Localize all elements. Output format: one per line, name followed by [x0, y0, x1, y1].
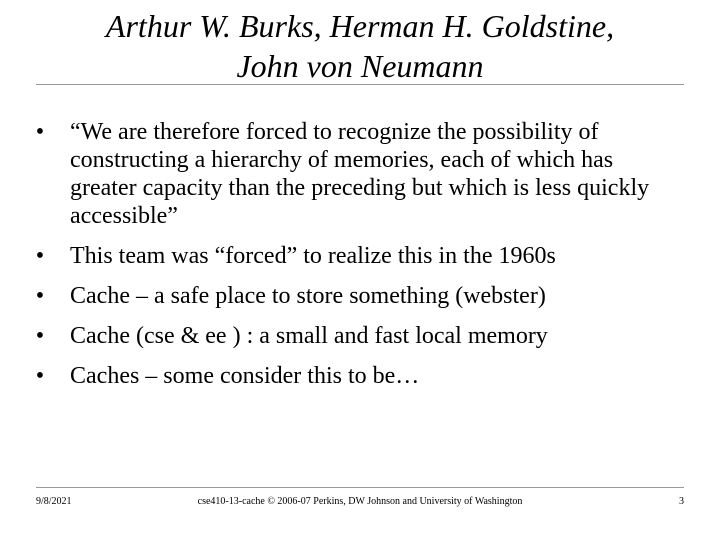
bullet-item-quote	[30, 118, 680, 230]
bullet-item-team	[30, 242, 680, 270]
footer-page-number: 3	[679, 496, 684, 507]
bullet-icon: •	[35, 283, 45, 309]
bullet-icon: •	[35, 243, 45, 269]
footer-divider	[36, 487, 684, 488]
slide-title	[36, 6, 684, 86]
bullet-text: This team was “forced” to realize this in the 1960s	[70, 243, 556, 269]
bullet-item-cse-ee	[30, 322, 680, 350]
bullet-icon: •	[35, 119, 45, 145]
bullet-list	[30, 118, 680, 402]
title-line-2: John von Neumann	[236, 48, 484, 84]
bullet-icon: •	[35, 323, 45, 349]
bullet-item-webster	[30, 282, 680, 310]
bullet-text: Cache – a safe place to store something (webster)	[70, 283, 546, 309]
bullet-icon: •	[35, 363, 45, 389]
footer-credit: cse410-13-cache © 2006-07 Perkins, DW Johnson and University of Washington	[197, 496, 523, 507]
title-divider	[36, 84, 684, 85]
bullet-text: “We are therefore forced to recognize the possibility of constructing a hierarchy of memories, each of which has greater capacity than the preceding but which is less quickly accessible”	[70, 119, 650, 229]
footer-date: 9/8/2021	[36, 496, 72, 507]
bullet-text: Cache (cse & ee ) : a small and fast local memory	[70, 323, 548, 349]
title-line-1: Arthur W. Burks, Herman H. Goldstine,	[105, 8, 615, 44]
bullet-item-caches	[30, 362, 680, 390]
bullet-text: Caches – some consider this to be…	[70, 363, 420, 389]
